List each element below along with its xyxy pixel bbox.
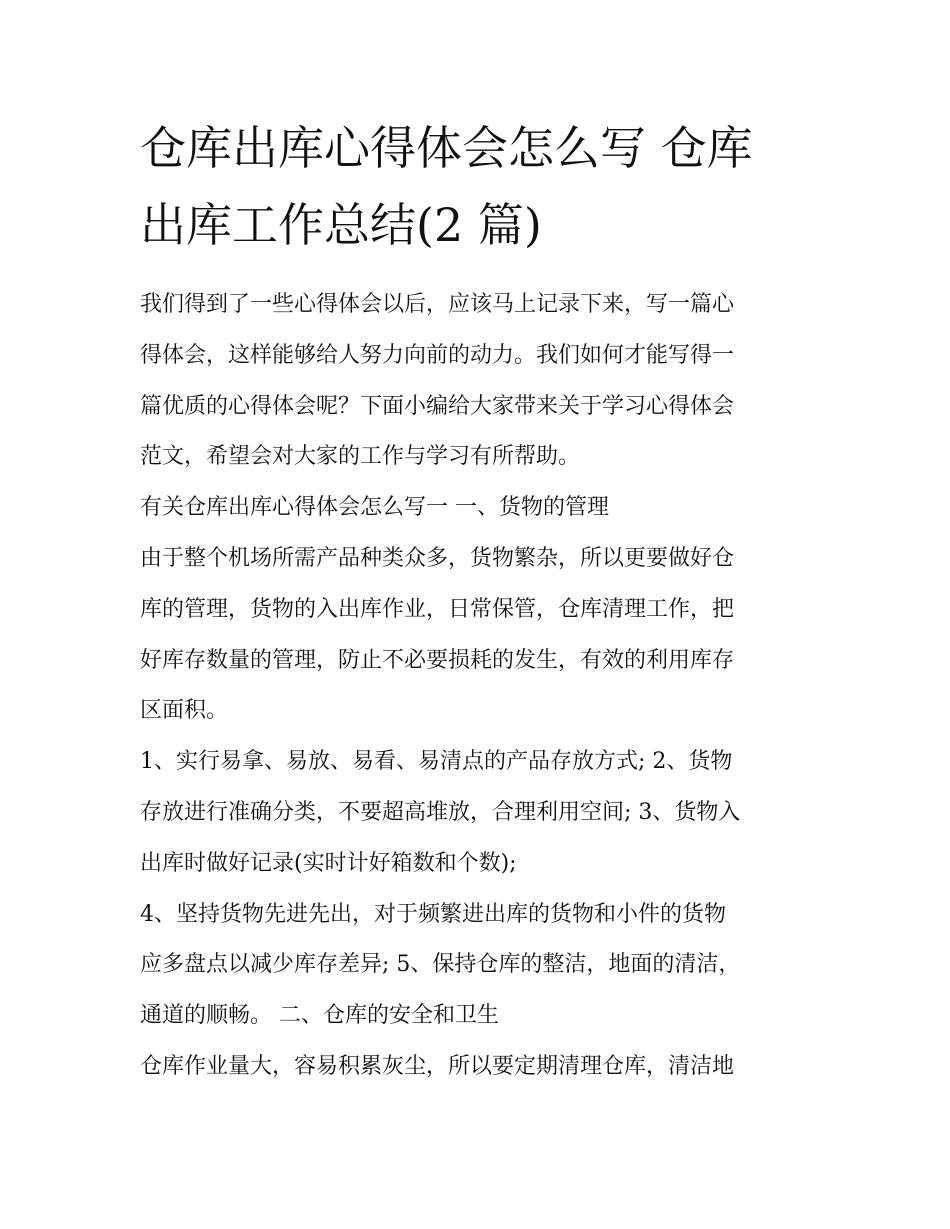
body-line: 4、坚持货物先进先出，对于频繁进出库的货物和小件的货物 — [140, 901, 726, 927]
body-line: 由于整个机场所需产品种类众多，货物繁杂，所以更要做好仓 — [140, 545, 735, 571]
body-line: 库的管理，货物的入出库作业，日常保管，仓库清理工作，把 — [140, 596, 735, 622]
body-line: 得体会，这样能够给人努力向前的动力。我们如何才能写得一 — [140, 342, 735, 368]
body-line: 通道的顺畅。 二、仓库的安全和卫生 — [140, 1003, 499, 1029]
title-line: 仓库出库心得体会怎么写 仓库 — [140, 121, 753, 175]
document-body — [140, 280, 820, 1093]
body-line: 区面积。 — [140, 698, 229, 724]
section-heading-line: 有关仓库出库心得体会怎么写一 一、货物的管理 — [140, 495, 609, 521]
body-line: 1、实行易拿、易放、易看、易清点的产品存放方式; 2、货物 — [140, 749, 733, 775]
body-line: 存放进行准确分类，不要超高堆放，合理利用空间; 3、货物入 — [140, 799, 741, 825]
body-line: 篇优质的心得体会呢？下面小编给大家带来关于学习心得体会 — [140, 393, 735, 419]
body-line: 好库存数量的管理，防止不必要损耗的发生，有效的利用库存 — [140, 647, 735, 673]
body-line: 出库时做好记录(实时计好箱数和个数); — [140, 850, 517, 876]
document-title — [140, 110, 820, 264]
body-line: 我们得到了一些心得体会以后，应该马上记录下来，写一篇心 — [140, 292, 735, 317]
body-line: 应多盘点以减少库存差异; 5、保持仓库的整洁，地面的清洁， — [140, 952, 741, 978]
title-line: 出库工作总结(2 篇) — [140, 198, 542, 252]
body-line: 范文，希望会对大家的工作与学习有所帮助。 — [140, 444, 581, 470]
body-line: 仓库作业量大，容易积累灰尘，所以要定期清理仓库，清洁地 — [140, 1053, 735, 1079]
